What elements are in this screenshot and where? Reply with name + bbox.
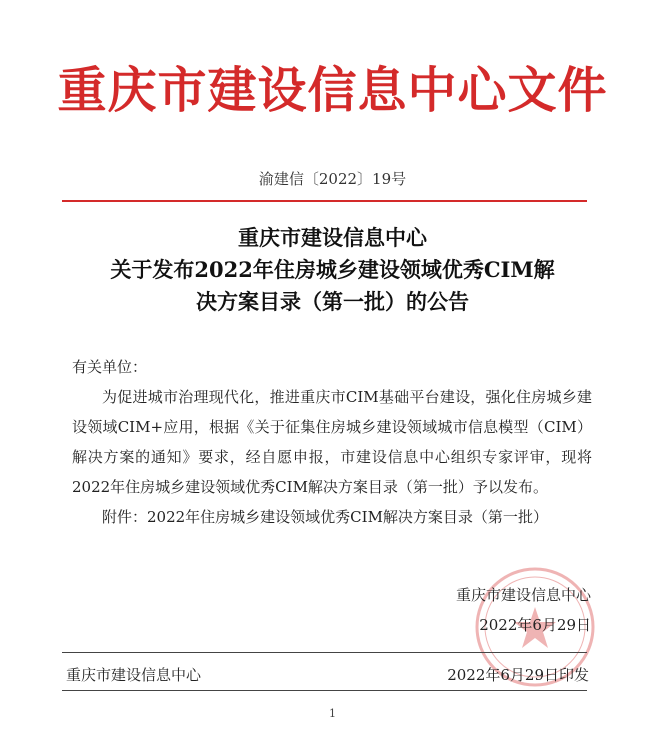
salutation: 有关单位： — [72, 358, 148, 376]
signature-block — [456, 580, 591, 640]
title-line-3: 决方案目录（第一批）的公告 — [196, 289, 469, 314]
footer-top-rule — [62, 652, 587, 653]
title-line-1: 重庆市建设信息中心 — [238, 225, 427, 250]
signature-org: 重庆市建设信息中心 — [455, 586, 591, 604]
notice-body — [72, 352, 592, 532]
attachment-line: 附件：2022年住房城乡建设领域优秀CIM解决方案目录（第一批） — [102, 508, 548, 526]
title-line-2: 关于发布2022年住房城乡建设领域优秀CIM解 — [110, 257, 555, 282]
document-number: 渝建信〔2022〕19号 — [258, 170, 407, 188]
red-separator-line — [62, 200, 587, 202]
signature-date: 2022年6月29日 — [479, 616, 591, 634]
body-paragraph: 为促进城市治理现代化，推进重庆市CIM基础平台建设，强化住房城乡建设领域CIM+应用，根据《关于征集住房城乡建设领域城市信息模型（CIM）解决方案的通知》要求，经自愿申报，市建设信息中心组织专家评审，现将2022年住房城乡建设领域优秀CIM解决方案目录（第一批）予以发布。 — [72, 388, 592, 496]
footer-issuer: 重庆市建设信息中心 — [66, 666, 202, 684]
notice-title — [50, 222, 615, 318]
masthead-title: 重庆市建设信息中心文件 — [57, 62, 608, 119]
footer-bottom-rule — [62, 690, 587, 691]
page-number: 1 — [329, 707, 336, 720]
footer-issue-date: 2022年6月29日印发 — [447, 666, 589, 684]
